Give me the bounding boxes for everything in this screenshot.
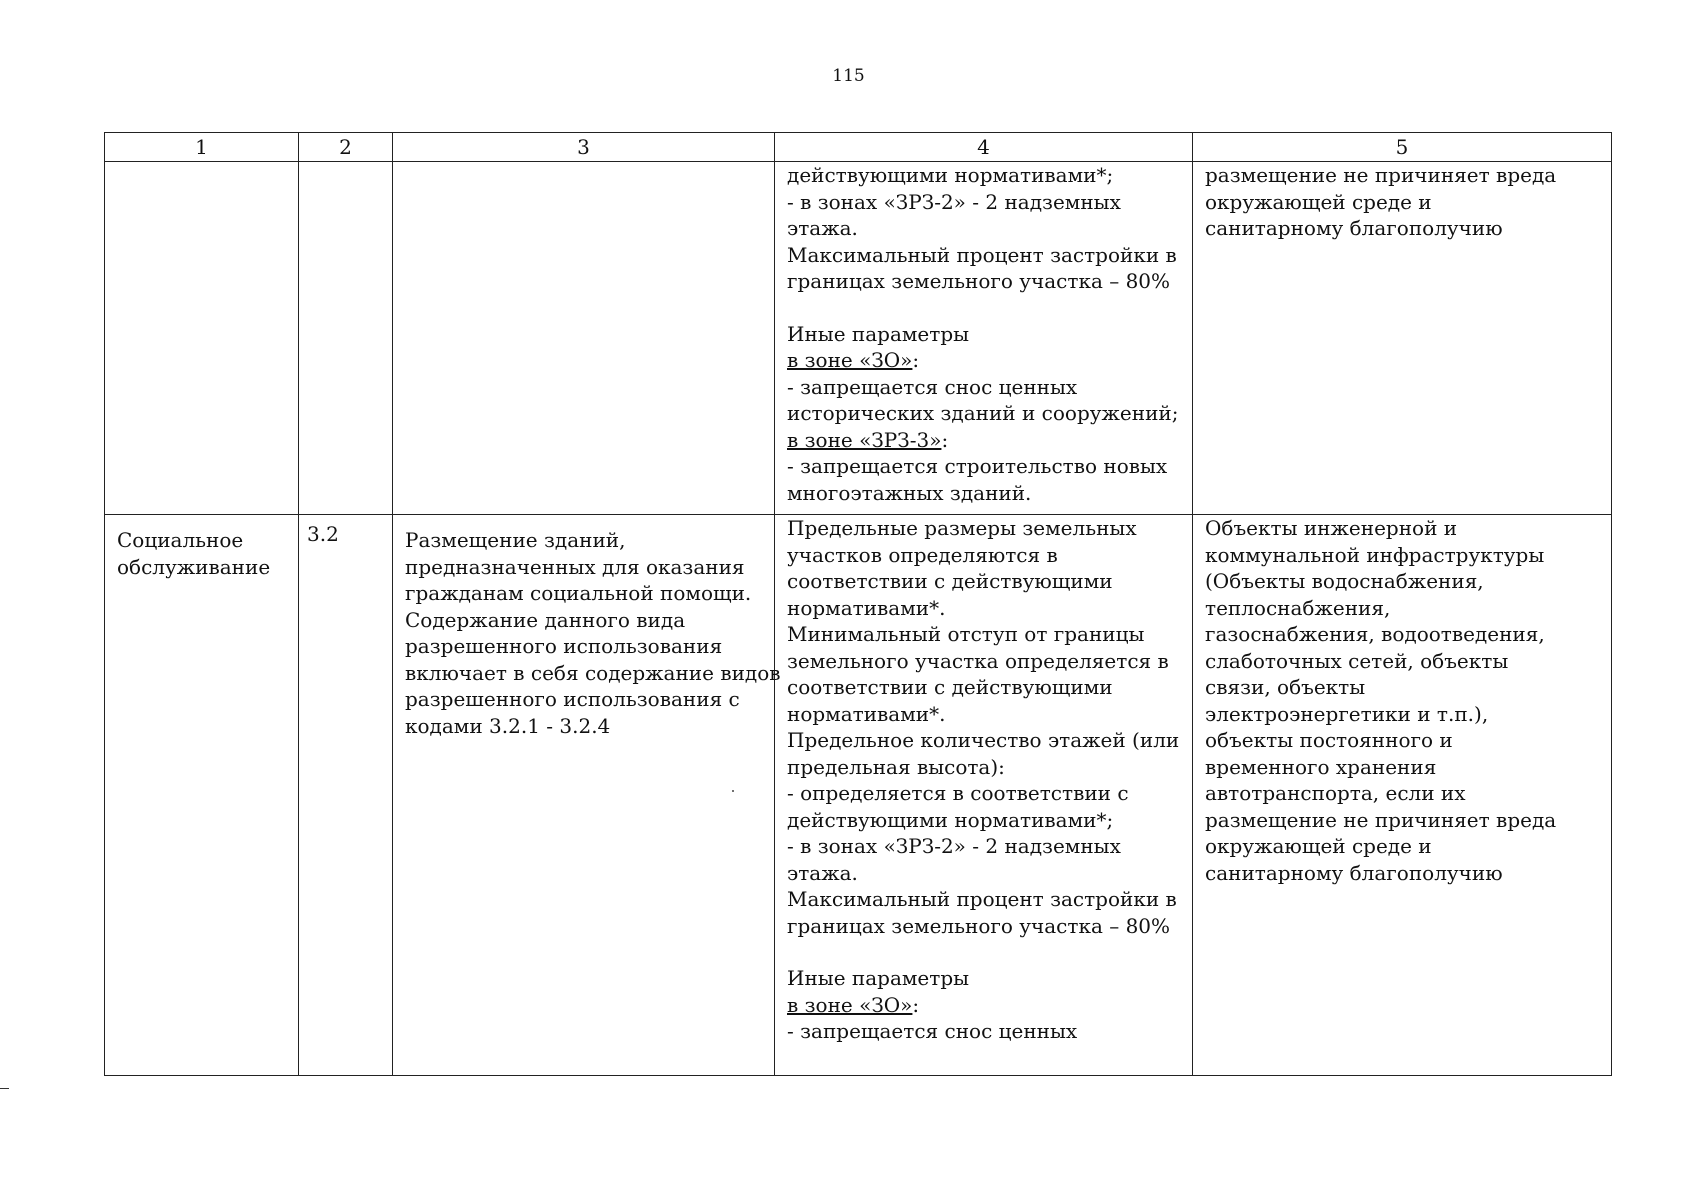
cell-line: 3.2: [307, 522, 339, 546]
cell-use-code: [299, 515, 393, 1076]
cell-line: Предельное количество этажей (или: [787, 728, 1180, 752]
cell-line: действующими нормативами*;: [787, 163, 1114, 187]
cell-line: связи, объекты: [1205, 675, 1366, 699]
table-row-continuation: [105, 162, 1612, 515]
cell-line: - определяется в соответствии с: [787, 781, 1129, 805]
cell-line: Содержание данного вида: [405, 607, 686, 632]
cell-use-type: [105, 515, 299, 1076]
underlined-zone-label: в зоне «ЗРЗ-3»: [787, 427, 942, 452]
zone-label-suffix: :: [912, 992, 920, 1017]
cell-line: Предельные размеры земельных: [787, 516, 1137, 540]
cell-line: гражданам социальной помощи.: [405, 581, 752, 605]
cell-line: (Объекты водоснабжения,: [1205, 569, 1484, 593]
cell-line: нормативами*.: [787, 701, 946, 726]
cell-line: включает в себя содержание видов: [405, 660, 781, 685]
zone-label-suffix: :: [941, 427, 949, 452]
cell-line: Максимальный процент застройки в: [787, 242, 1177, 267]
header-col-3: 3: [393, 133, 775, 162]
cell-line: соответствии с действующими: [787, 569, 1113, 593]
underlined-zone-label: в зоне «ЗО»: [787, 992, 913, 1017]
cell-line: теплоснабжения,: [1205, 595, 1391, 620]
cell-line: Иные параметры: [787, 321, 970, 346]
scan-speck: [732, 790, 734, 792]
cell-line: многоэтажных зданий.: [787, 480, 1032, 505]
cell-line: разрешенного использования с: [405, 687, 740, 711]
cell-line: разрешенного использования: [405, 634, 723, 658]
blank-line: [787, 295, 1184, 321]
margin-mark: [0, 1088, 9, 1089]
header-row: [105, 133, 1612, 162]
cell-line: обслуживание: [117, 554, 271, 579]
cell-line: земельного участка определяется в: [787, 648, 1169, 673]
header-col-1: 1: [105, 133, 299, 162]
cell-auxiliary-uses: [1193, 162, 1612, 515]
regulations-table: [104, 132, 1612, 1076]
cell-line: Минимальный отступ от границы: [787, 622, 1145, 646]
cell-line: участков определяются в: [787, 542, 1058, 567]
cell-line: Максимальный процент застройки в: [787, 887, 1177, 911]
cell-line: границах земельного участка – 80%: [787, 269, 1171, 293]
page-number: 115: [832, 66, 865, 86]
cell-line: соответствии с действующими: [787, 675, 1113, 699]
cell-parameters: [775, 162, 1193, 515]
cell-line: [787, 347, 1184, 374]
header-col-5: 5: [1193, 133, 1612, 162]
cell-auxiliary-uses: [1193, 515, 1612, 1076]
cell-use-description: [393, 515, 781, 1076]
cell-use-type: [105, 162, 299, 515]
zone-label-suffix: :: [912, 348, 920, 372]
cell-line: временного хранения: [1205, 754, 1437, 779]
cell-line: нормативами*.: [787, 595, 946, 620]
cell-line: исторических зданий и сооружений;: [787, 401, 1179, 425]
underlined-zone-label: в зоне «ЗО»: [787, 348, 913, 372]
cell-line: границах земельного участка – 80%: [787, 913, 1171, 938]
cell-line: газоснабжения, водоотведения,: [1205, 622, 1545, 646]
cell-line: - в зонах «ЗРЗ-2» - 2 надземных: [787, 189, 1121, 214]
blank-line: [787, 939, 1184, 965]
cell-line: коммунальной инфраструктуры: [1205, 542, 1545, 567]
cell-line: кодами 3.2.1 - 3.2.4: [405, 713, 611, 738]
cell-line: предельная высота):: [787, 754, 1005, 779]
cell-line: слаботочных сетей, объекты: [1205, 648, 1509, 673]
cell-line: [787, 992, 1184, 1019]
cell-line: окружающей среде и: [1205, 189, 1432, 214]
cell-line: [787, 427, 1184, 454]
cell-line: санитарному благополучию: [1205, 216, 1503, 240]
cell-line: размещение не причиняет вреда: [1205, 163, 1557, 187]
cell-parameters: [775, 515, 1193, 1076]
cell-line: действующими нормативами*;: [787, 807, 1114, 832]
cell-line: - запрещается снос ценных: [787, 374, 1078, 399]
cell-use-code: [299, 162, 393, 515]
cell-line: этажа.: [787, 216, 858, 240]
cell-line: предназначенных для оказания: [405, 554, 745, 579]
cell-line: объекты постоянного и: [1205, 728, 1453, 752]
cell-line: электроэнергетики и т.п.),: [1205, 701, 1489, 726]
cell-line: Социальное: [117, 528, 244, 552]
cell-line: окружающей среде и: [1205, 834, 1432, 858]
cell-use-description: [393, 162, 775, 515]
cell-line: - запрещается снос ценных: [787, 1019, 1078, 1043]
cell-line: Объекты инженерной и: [1205, 516, 1458, 540]
cell-line: Размещение зданий,: [405, 528, 626, 552]
cell-line: размещение не причиняет вреда: [1205, 807, 1557, 832]
cell-line: этажа.: [787, 860, 858, 885]
cell-line: санитарному благополучию: [1205, 860, 1503, 885]
cell-line: автотранспорта, если их: [1205, 781, 1466, 805]
header-col-4: 4: [775, 133, 1193, 162]
header-col-2: 2: [299, 133, 393, 162]
cell-line: - в зонах «ЗРЗ-2» - 2 надземных: [787, 834, 1121, 858]
table-row-social-services: [105, 515, 1612, 1076]
cell-line: Иные параметры: [787, 966, 970, 990]
cell-line: - запрещается строительство новых: [787, 454, 1168, 478]
